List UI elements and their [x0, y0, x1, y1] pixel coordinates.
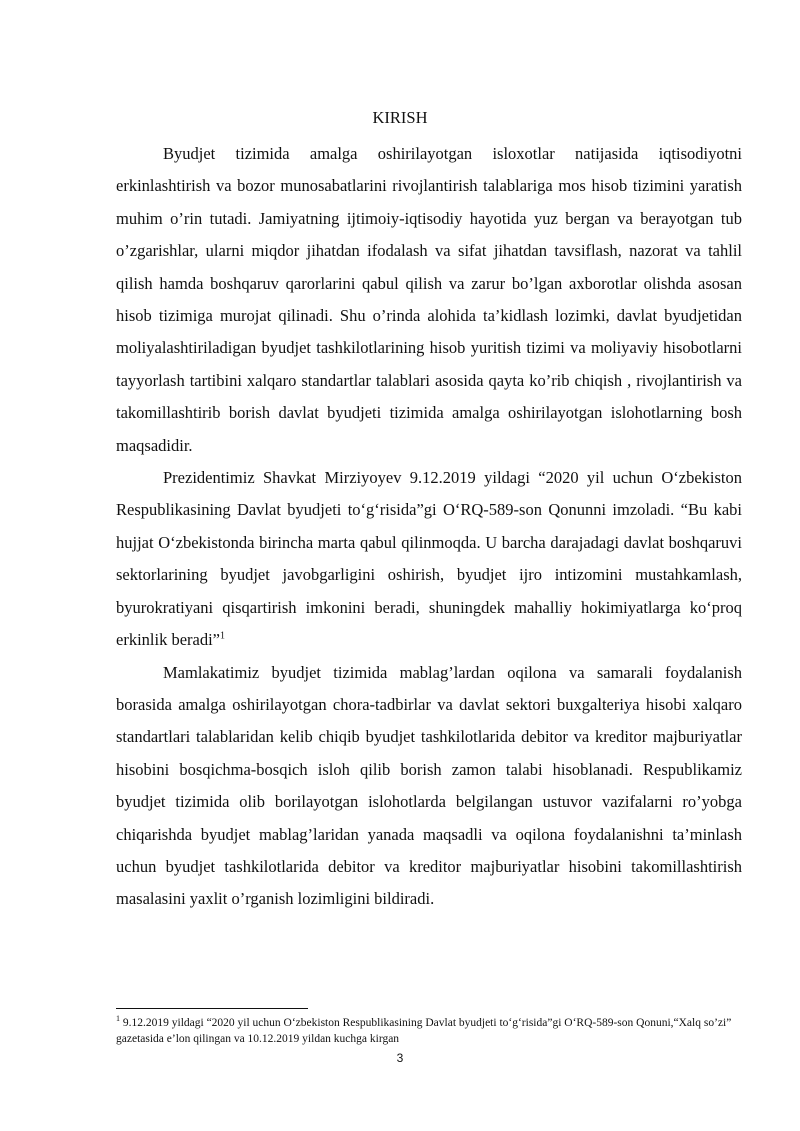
- paragraph-2: [116, 462, 742, 656]
- footnote: [116, 1015, 742, 1047]
- paragraph-1: Byudjet tizimida amalga oshirilayotgan isloxotlar natijasida iqtisodiyotni erkinlashtirish va bozor munosabatlarini rivojlantirish talablariga mos hisob tizimini yaratish muhim o’rin tutadi. Jamiyatning ijtimoiy-iqtisodiy hayotida yuz bergan va berayotgan tub o’zgarishlar, ularni miqdor jihatdan ifodalash va sifat jihatdan tavsiflash, nazorat va tahlil qilish hamda boshqaruv qarorlarini qabul qilish va zarur bo’lgan axborotlar olishda asosan hisob tizimiga murojat qilinadi. Shu o’rinda alohida ta’kidlash lozimki, davlat byudjetidan moliyalashtiriladigan byudjet tashkilotlarining hisob yuritish tizimi va moliyaviy hisobotlarni tayyorlash tartibini xalqaro standartlar talablari asosida qayta ko’rib chiqish , rivojlantirish va takomillashtirib borish davlat byudjeti tizimida amalga oshirilayotgan islohotlarning bosh maqsadidir.: [116, 144, 742, 455]
- section-title: KIRISH: [372, 108, 428, 127]
- footnote-number: 1: [116, 1014, 120, 1024]
- footnote-separator: [116, 1008, 308, 1009]
- body-text: [116, 138, 742, 916]
- paragraph-3: Mamlakatimiz byudjet tizimida mablag’lardan oqilona va samarali foydalanish borasida amalga oshirilayotgan chora-tadbirlar va davlat sektori buxgalteriya hisobi xalqaro standartlari talablaridan kelib chiqib byudjet tashkilotlarida debitor va kreditor majburiyatlar hisobini bosqichma-bosqich isloh qilib borish zamon talabi hisoblanadi. Respublikamiz byudjet tizimida olib borilayotgan islohotlarda belgilangan ustuvor vazifalarni ro’yobga chiqarishda byudjet mablag’laridan yanada maqsadli va oqilona foydalanishni ta’minlash uchun byudjet tashkilotlarida debitor va kreditor majburiyatlar hisobini takomillashtirish masalasini yaxlit o’rganish lozimligini bildiradi.: [116, 662, 742, 909]
- footnote-text: 9.12.2019 yildagi “2020 yil uchun O‘zbekiston Respublikasining Davlat byudjeti to‘g‘risida”gi O‘RQ-589-son Qonuni,“Xalq so’zi” gazetasida e’lon qilingan va 10.12.2019 yildan kuchga kirgan: [116, 1017, 732, 1045]
- page-number: 3: [396, 1051, 404, 1065]
- paragraph-2-text: Prezidentimiz Shavkat Mirziyoyev 9.12.2019 yildagi “2020 yil uchun O‘zbekiston Respublikasining Davlat byudjeti to‘g‘risida”gi O‘RQ-589-son Qonunni imzoladi. “Bu kabi hujjat O‘zbekistonda birincha marta qabul qilinmoqda. U barcha darajadagi davlat boshqaruvi sektorlarining byudjet javobgarligini oshirish, byudjet ijro intizomini mustahkamlash, byurokratiyani qisqartirish imkonini beradi, shuningdek mahalliy hokimiyatlarga ko‘proq erkinlik beradi”: [116, 468, 742, 650]
- footnote-reference[interactable]: 1: [220, 630, 225, 642]
